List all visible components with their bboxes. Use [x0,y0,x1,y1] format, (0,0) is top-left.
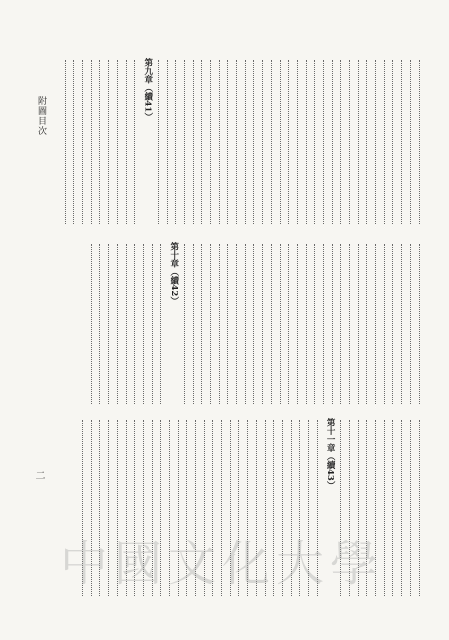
toc-entry [201,418,208,598]
toc-entry [286,242,293,406]
dotted-leader [204,420,206,596]
side-label: 附圖目次 [36,96,46,136]
toc-entry [312,58,319,226]
dotted-leader [375,60,377,224]
dotted-leader [193,60,195,224]
dotted-leader [323,60,325,224]
toc-entry [62,58,69,226]
dotted-leader [401,60,403,224]
toc-entry [190,242,197,406]
toc-entry [208,58,215,226]
dotted-leader [384,244,386,404]
toc-entry [106,418,113,598]
toc-entry [234,58,241,226]
chapter-heading [324,418,336,598]
toc-entry [329,242,336,406]
toc-entry [225,58,232,226]
dotted-leader [73,60,75,224]
dotted-leader [340,244,342,404]
dotted-leader [299,420,301,596]
dotted-leader [210,60,212,224]
toc-entry [216,58,223,226]
dotted-leader [419,244,421,404]
dotted-leader [410,420,412,596]
dotted-leader [117,244,119,404]
toc-entry [260,58,267,226]
dotted-leader [253,60,255,224]
dotted-leader [288,244,290,404]
toc-entry [216,242,223,406]
chapter-heading [142,58,154,226]
toc-entry [303,58,310,226]
dotted-leader [375,244,377,404]
dotted-leader [91,244,93,404]
toc-entry [338,58,345,226]
toc-entry [181,242,188,406]
toc-entry [416,418,423,598]
dotted-leader [280,244,282,404]
dotted-leader [126,420,128,596]
toc-entry [225,242,232,406]
dotted-leader [91,420,93,596]
dotted-leader [332,60,334,224]
dotted-leader [160,420,162,596]
dotted-leader [201,244,203,404]
toc-entry [288,418,295,598]
toc-entry [199,242,206,406]
dotted-leader [169,420,171,596]
toc-entry [251,242,258,406]
toc-entry [219,418,226,598]
dotted-leader [134,244,136,404]
dotted-leader [262,244,264,404]
dotted-leader [273,420,275,596]
dotted-leader [265,420,267,596]
toc-entry [381,418,388,598]
toc-entry [390,418,397,598]
dotted-leader [308,420,310,596]
toc-entry [88,58,95,226]
toc-entry [286,58,293,226]
toc-entry [236,418,243,598]
toc-entry [347,58,354,226]
dotted-leader [99,244,101,404]
toc-entry [279,418,286,598]
toc-entry [132,58,139,226]
toc-entry [164,58,171,226]
toc-entry [227,418,234,598]
dotted-leader [291,420,293,596]
dotted-leader [108,420,110,596]
toc-entry [97,242,104,406]
toc-entry [373,418,380,598]
dotted-leader [297,244,299,404]
dotted-leader [126,60,128,224]
dotted-leader [91,60,93,224]
dotted-leader [117,60,119,224]
dotted-leader [178,420,180,596]
dotted-leader [280,60,282,224]
toc-entry [294,58,301,226]
dotted-leader [256,420,258,596]
toc-entry [312,242,319,406]
toc-entry [355,242,362,406]
dotted-leader [65,60,67,224]
dotted-leader [167,60,169,224]
dotted-leader [262,60,264,224]
toc-entry [114,58,121,226]
dotted-leader [238,420,240,596]
dotted-leader [236,60,238,224]
dotted-leader [134,420,136,596]
watermark: 中國文化大學 [60,536,385,592]
toc-entry [106,242,113,406]
dotted-leader [410,244,412,404]
toc-entry [190,58,197,226]
toc-entry [390,242,397,406]
dotted-leader [201,60,203,224]
dotted-leader [349,244,351,404]
toc-entry [173,58,180,226]
dotted-leader [152,420,154,596]
dotted-leader [117,420,119,596]
dotted-leader [349,420,351,596]
toc-entry [80,58,87,226]
dotted-leader [358,420,360,596]
page-number: 二 [33,470,44,480]
toc-entry [184,418,191,598]
toc-entry [277,58,284,226]
dotted-leader [392,60,394,224]
dotted-leader [99,420,101,596]
toc-entry [158,242,165,406]
toc-entry [193,418,200,598]
toc-entry [268,58,275,226]
dotted-leader [271,244,273,404]
toc-entry [297,418,304,598]
dotted-leader [143,420,145,596]
chapter-title: 第十一章（續43） [325,418,336,490]
dotted-leader [314,244,316,404]
dotted-leader [271,60,273,224]
toc-entry [320,242,327,406]
toc-entry [390,58,397,226]
toc-entry [123,418,130,598]
dotted-leader [186,420,188,596]
toc-entry [260,242,267,406]
toc-entry [199,58,206,226]
toc-entry [364,58,371,226]
toc-entry [245,418,252,598]
toc-entry [242,242,249,406]
dotted-leader [358,60,360,224]
dotted-leader [358,244,360,404]
dotted-leader [392,420,394,596]
toc-entry [347,418,354,598]
dotted-leader [152,244,154,404]
toc-entry [338,242,345,406]
dotted-leader [366,244,368,404]
dotted-leader [219,244,221,404]
toc-entry [106,58,113,226]
toc-entry [132,242,139,406]
dotted-leader [253,244,255,404]
toc-entry [88,242,95,406]
dotted-leader [227,244,229,404]
toc-entry [355,58,362,226]
toc-entry [407,418,414,598]
dotted-leader [401,244,403,404]
toc-entry [140,242,147,406]
dotted-leader [193,244,195,404]
dotted-leader [306,244,308,404]
toc-entry [314,418,321,598]
toc-entry [303,242,310,406]
dotted-leader [401,420,403,596]
toc-entry [234,242,241,406]
dotted-leader [297,60,299,224]
toc-entry [242,58,249,226]
dotted-leader [306,60,308,224]
toc-entry [364,418,371,598]
toc-entry [208,242,215,406]
chapter-heading [168,242,180,406]
toc-entry [347,242,354,406]
dotted-leader [210,244,212,404]
chapter-title: 第九章（續41） [142,58,153,121]
toc-entry [416,58,423,226]
dotted-leader [212,420,214,596]
dotted-leader [340,60,342,224]
toc-entry [268,242,275,406]
toc-entry [251,58,258,226]
toc-entry [149,242,156,406]
toc-entry [277,242,284,406]
dotted-leader [247,420,249,596]
toc-entry [149,418,156,598]
dotted-leader [288,60,290,224]
toc-entry [407,58,414,226]
dotted-leader [219,60,221,224]
dotted-leader [134,60,136,224]
dotted-leader [245,244,247,404]
toc-entry [407,242,414,406]
dotted-leader [245,60,247,224]
dotted-leader [108,60,110,224]
dotted-leader [195,420,197,596]
toc-entry [320,58,327,226]
toc-band-middle [87,242,423,406]
dotted-leader [323,244,325,404]
toc-entry [294,242,301,406]
dotted-leader [158,60,160,224]
dotted-leader [175,60,177,224]
toc-entry [155,58,162,226]
toc-entry [210,418,217,598]
toc-entry [88,418,95,598]
dotted-leader [317,420,319,596]
toc-entry [123,242,130,406]
dotted-leader [82,60,84,224]
toc-entry [364,242,371,406]
toc-entry [80,418,87,598]
dotted-leader [392,244,394,404]
toc-entry [416,242,423,406]
dotted-leader [366,60,368,224]
toc-entry [399,242,406,406]
dotted-leader [340,420,342,596]
toc-entry [373,58,380,226]
dotted-leader [227,60,229,224]
toc-entry [399,418,406,598]
toc-entry [381,58,388,226]
dotted-leader [384,60,386,224]
toc-entry [71,58,78,226]
toc-entry [114,418,121,598]
toc-entry [123,58,130,226]
toc-entry [175,418,182,598]
dotted-leader [236,244,238,404]
dotted-leader [184,244,186,404]
dotted-leader [410,60,412,224]
dotted-leader [366,420,368,596]
dotted-leader [160,244,162,404]
dotted-leader [419,60,421,224]
dotted-leader [349,60,351,224]
dotted-leader [184,60,186,224]
toc-entry [271,418,278,598]
dotted-leader [126,244,128,404]
toc-entry [381,242,388,406]
toc-entry [399,58,406,226]
toc-entry [373,242,380,406]
toc-entry [132,418,139,598]
toc-entry [181,58,188,226]
dotted-leader [99,60,101,224]
toc-entry [97,418,104,598]
dotted-leader [419,420,421,596]
dotted-leader [108,244,110,404]
dotted-leader [332,244,334,404]
dotted-leader [384,420,386,596]
toc-entry [355,418,362,598]
toc-entry [338,418,345,598]
toc-entry [114,242,121,406]
toc-entry [158,418,165,598]
dotted-leader [314,60,316,224]
toc-entry [305,418,312,598]
dotted-leader [230,420,232,596]
chapter-title: 第十章（續42） [168,242,179,305]
toc-entry [166,418,173,598]
dotted-leader [282,420,284,596]
toc-entry [97,58,104,226]
toc-band-top [61,58,424,226]
toc-entry [262,418,269,598]
dotted-leader [375,420,377,596]
toc-entry [253,418,260,598]
toc-entry [329,58,336,226]
dotted-leader [143,244,145,404]
dotted-leader [221,420,223,596]
toc-entry [140,418,147,598]
dotted-leader [82,420,84,596]
toc-band-bottom [78,418,423,598]
